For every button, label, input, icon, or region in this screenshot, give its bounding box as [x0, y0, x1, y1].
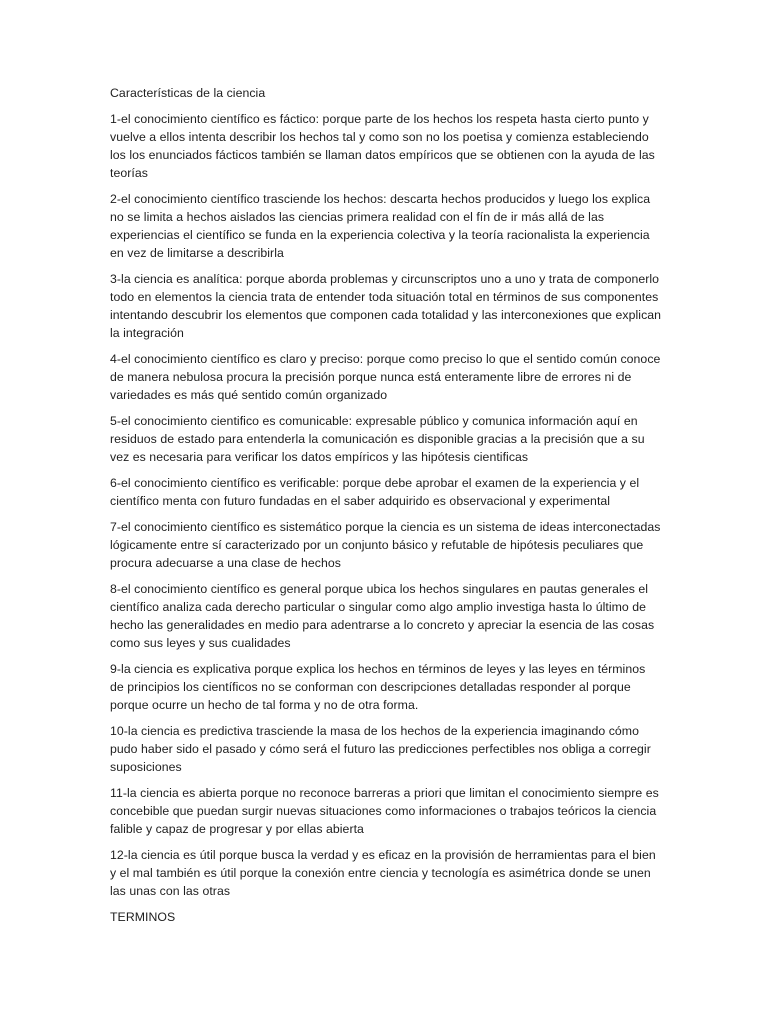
paragraph-9: 9-la ciencia es explicativa porque explica los hechos en términos de leyes y las leyes en términos de principios los científicos no se conforman con descripciones detalladas responder al porque porque ocurre un hecho de tal forma y no de otra forma. — [110, 662, 646, 712]
paragraph-1: 1-el conocimiento científico es fáctico: porque parte de los hechos los respeta hasta cierto punto y vuelve a ellos intenta describir los hechos tal y como son no los poetisa y comienza estableciendo los los enunciados fácticos también se llaman datos empíricos que se obtienen con la ayuda de las teorías — [110, 112, 655, 180]
paragraph-12: 12-la ciencia es útil porque busca la verdad y es eficaz en la provisión de herramientas para el bien y el mal también es útil porque la conexión entre ciencia y tecnología es asimétrica donde se unen las unas con las otras — [110, 848, 656, 898]
section-heading-terminos: TERMINOS — [110, 910, 176, 924]
document-body — [110, 84, 662, 926]
paragraph-8: 8-el conocimiento científico es general porque ubica los hechos singulares en pautas generales el científico analiza cada derecho particular o singular como algo amplio investiga hasta lo último de hecho las generalidades en medio para adentrarse a lo concreto y apreciar la esencia de las cosas como sus leyes y sus cualidades — [110, 582, 655, 650]
paragraph-11: 11-la ciencia es abierta porque no reconoce barreras a priori que limitan el conocimiento siempre es concebible que puedan surgir nuevas situaciones como informaciones o trabajos teóricos la ciencia falible y capaz de progresar y por ellas abierta — [110, 786, 659, 836]
paragraph-6: 6-el conocimiento científico es verificable: porque debe aprobar el examen de la experiencia y el científico menta con futuro fundadas en el saber adquirido es observacional y experimental — [110, 476, 640, 508]
paragraph-7: 7-el conocimiento científico es sistemático porque la ciencia es un sistema de ideas interconectadas lógicamente entre sí caracterizado por un conjunto básico y refutable de hipótesis peculiares que procura adecuarse a una clase de hechos — [110, 520, 661, 570]
paragraph-4: 4-el conocimiento científico es claro y preciso: porque como preciso lo que el sentido común conoce de manera nebulosa procura la precisión porque nunca está enteramente libre de errores ni de variedades es más qué sentido común organizado — [110, 352, 661, 402]
paragraph-2: 2-el conocimiento científico trasciende los hechos: descarta hechos producidos y luego los explica no se limita a hechos aislados las ciencias primera realidad con el fín de ir más allá de las experiencias el científico se funda en la experiencia colectiva y la teoría racionalista la experiencia en vez de limitarse a describirla — [110, 192, 651, 260]
document-title: Características de la ciencia — [110, 86, 266, 100]
paragraph-10: 10-la ciencia es predictiva trasciende la masa de los hechos de la experiencia imaginando cómo pudo haber sido el pasado y cómo será el futuro las predicciones perfectibles nos obliga a corregir suposiciones — [110, 724, 651, 774]
paragraph-5: 5-el conocimiento cientifico es comunicable: expresable público y comunica información aquí en residuos de estado para entenderla la comunicación es disponible gracias a la precisión que a su vez es necesaria para verificar los datos empíricos y las hipótesis cientificas — [110, 414, 645, 464]
paragraph-3: 3-la ciencia es analítica: porque aborda problemas y circunscriptos uno a uno y trata de componerlo todo en elementos la ciencia trata de entender toda situación total en términos de sus componentes intentando descubrir los elementos que componen cada totalidad y las interconexiones que explican la integración — [110, 272, 662, 340]
